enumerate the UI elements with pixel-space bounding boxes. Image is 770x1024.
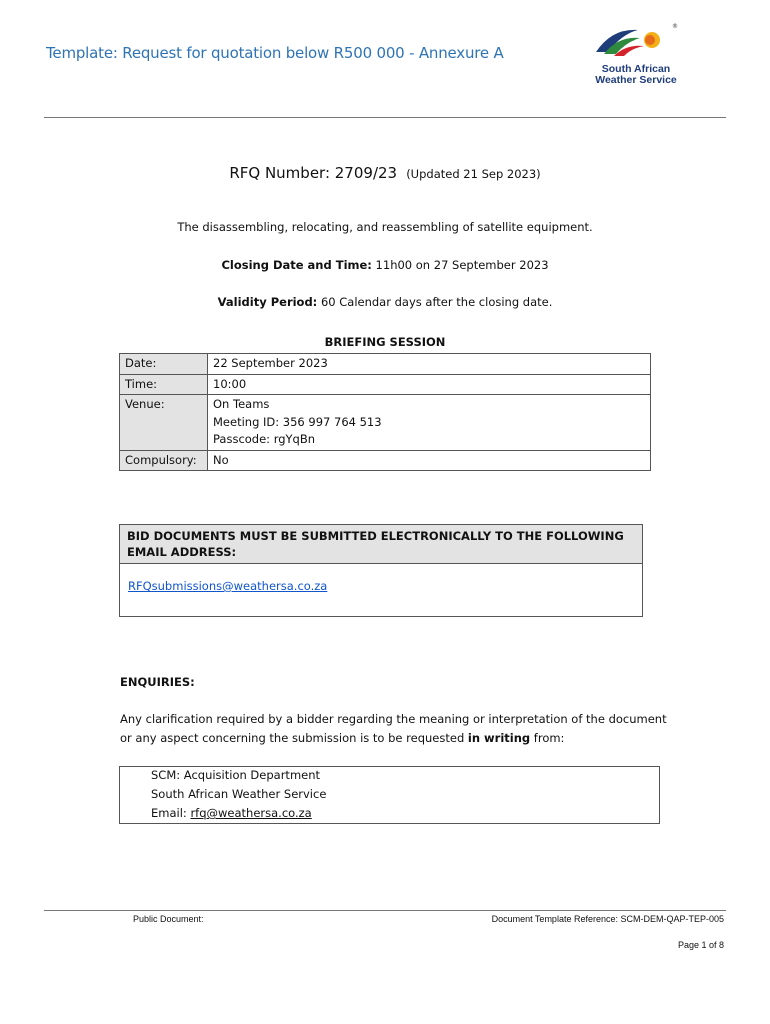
closing-value: 11h00 on 27 September 2023 bbox=[371, 258, 549, 272]
enquiries-email-link[interactable]: rfq@weathersa.co.za bbox=[190, 806, 312, 820]
rfq-heading bbox=[0, 163, 770, 182]
enquiries-text-end: from: bbox=[530, 731, 565, 745]
rfq-description: The disassembling, relocating, and reassembling of satellite equipment. bbox=[177, 220, 593, 234]
table-row bbox=[120, 354, 651, 375]
table-row bbox=[120, 395, 651, 451]
contact-organization: South African Weather Service bbox=[151, 787, 327, 801]
briefing-venue-label: Venue: bbox=[120, 395, 208, 451]
saws-logo bbox=[580, 20, 700, 92]
validity-label: Validity Period: bbox=[217, 295, 318, 309]
venue-meeting-id: Meeting ID: 356 997 764 513 bbox=[213, 414, 382, 429]
venue-line: On Teams bbox=[213, 397, 270, 411]
venue-passcode: Passcode: rgYqBn bbox=[213, 432, 316, 446]
briefing-compulsory-label: Compulsory: bbox=[120, 450, 208, 471]
svg-text:®: ® bbox=[672, 23, 678, 30]
enquiries-bold: in writing bbox=[467, 731, 531, 745]
header-divider bbox=[44, 117, 726, 118]
enquiries-paragraph bbox=[120, 710, 680, 748]
closing-label: Closing Date and Time: bbox=[221, 258, 372, 272]
rfq-number: RFQ Number: 2709/23 bbox=[229, 164, 398, 182]
briefing-time-value: 10:00 bbox=[208, 374, 651, 395]
rfq-updated: (Updated 21 Sep 2023) bbox=[406, 167, 541, 181]
briefing-heading: BRIEFING SESSION bbox=[324, 335, 446, 349]
briefing-time-label: Time: bbox=[120, 374, 208, 395]
table-row bbox=[120, 374, 651, 395]
table-row bbox=[120, 450, 651, 471]
bid-submission-box bbox=[119, 524, 643, 617]
briefing-compulsory-value: No bbox=[208, 450, 651, 471]
saws-logo-emblem-icon bbox=[592, 20, 682, 60]
contact-box bbox=[119, 766, 660, 824]
briefing-date-label: Date: bbox=[120, 354, 208, 375]
template-title: Template: Request for quotation below R500 000 - Annexure A bbox=[46, 44, 504, 62]
closing-date bbox=[0, 258, 770, 272]
briefing-date-value: 22 September 2023 bbox=[208, 354, 651, 375]
enquiries-text: Any clarification required by a bidder regarding the meaning or interpretation of the document or any aspect concerning the submission is to be requested bbox=[120, 712, 667, 745]
briefing-venue-value bbox=[208, 395, 651, 451]
bid-heading: BID DOCUMENTS MUST BE SUBMITTED ELECTRONICALLY TO THE FOLLOWING EMAIL ADDRESS: bbox=[120, 525, 642, 564]
enquiries-heading: ENQUIRIES: bbox=[120, 675, 195, 689]
validity-period bbox=[0, 295, 770, 309]
contact-email bbox=[151, 806, 312, 820]
footer-divider bbox=[44, 910, 726, 911]
submission-email-link[interactable]: RFQsubmissions@weathersa.co.za bbox=[128, 579, 328, 593]
contact-department: SCM: Acquisition Department bbox=[151, 768, 321, 782]
footer-classification: Public Document: bbox=[133, 914, 204, 924]
validity-value: 60 Calendar days after the closing date. bbox=[317, 295, 553, 309]
contact-email-label: Email: bbox=[151, 806, 191, 820]
page-number: Page 1 of 8 bbox=[677, 940, 724, 950]
footer-template-reference: Document Template Reference: SCM-DEM-QAP-TEP-005 bbox=[491, 914, 724, 924]
logo-line-1: South African bbox=[601, 63, 671, 75]
logo-line-2: Weather Service bbox=[595, 74, 677, 86]
briefing-table bbox=[119, 353, 651, 471]
